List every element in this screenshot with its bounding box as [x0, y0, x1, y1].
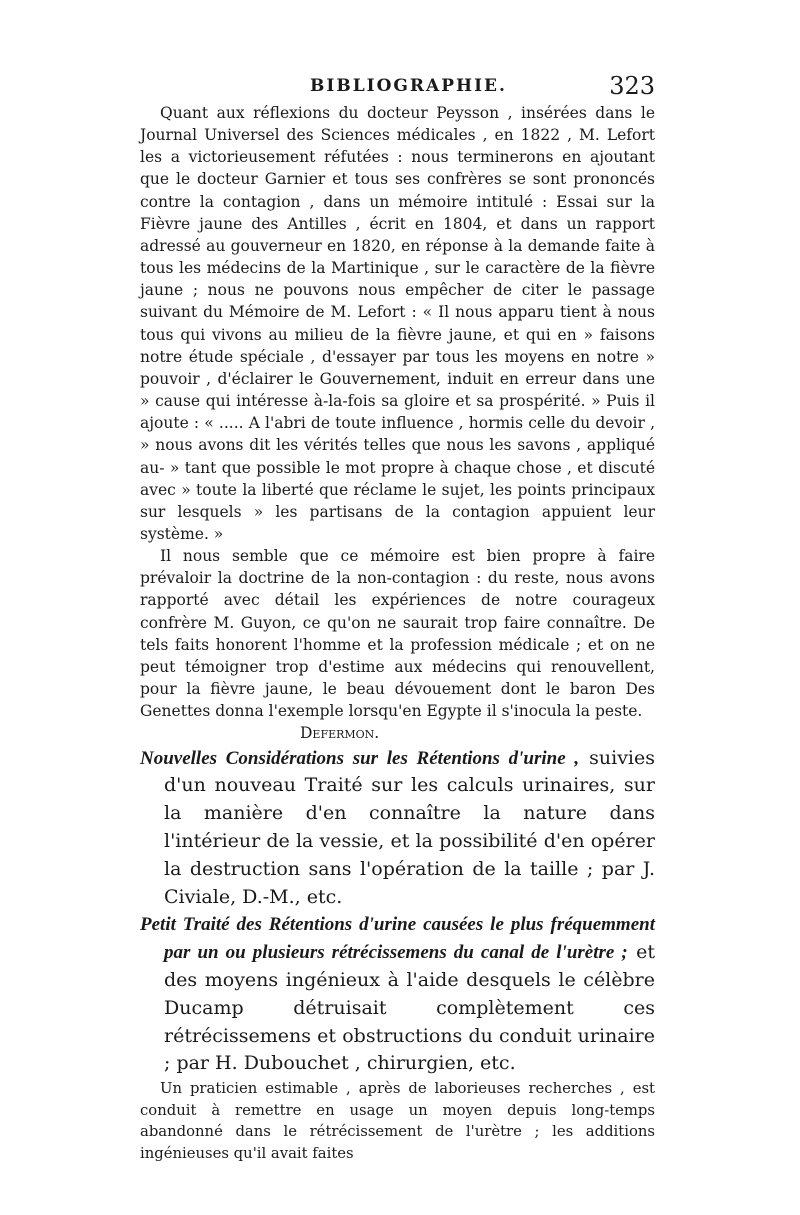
page-header: [140, 72, 655, 102]
paragraph-1: Quant aux réflexions du docteur Peysson , insérées dans le Journal Universel des Sciences médicales , en 1822 , M. Lefort les a victorieusement réfutées : nous terminerons en ajoutant que le docteur Garnier et tous ses confrères se sont prononcés contre la contagion , dans un mémoire intitulé : Essai sur la Fièvre jaune des Antilles , écrit en 1804, et dans un rapport adressé au gouverneur en 1820, en réponse à la demande faite à tous les médecins de la Martinique , sur le caractère de la fièvre jaune ; nous ne pouvons nous empêcher de citer le passage suivant du Mémoire de M. Lefort : « Il nous apparu tient à nous tous qui vivons au milieu de la fièvre jaune, et qui en » faisons notre étude spéciale , d'essayer par tous les moyens en notre » pouvoir , d'éclairer le Gouvernement, induit en erreur dans une » cause qui intéresse à-la-fois sa gloire et sa prospérité. » Puis il ajoute : « ..... A l'abri de toute influence , hormis celle du devoir , » nous avons dit les vérités telles que nous les savons , appliqué au- » tant que possible le mot propre à chaque chose , et discuté avec » toute la liberté que réclame le sujet, les points principaux sur lesquels » les partisans de la contagion appuient leur système. »: [140, 104, 655, 543]
bibliography-entry-1-title: Nouvelles Considérations sur les Rétentions d'urine ,: [140, 747, 580, 769]
bibliography-entry-2-title: Petit Traité des Rétentions d'urine causées le plus fréquemment par un ou plusieurs rétrécissemens du canal de l'urètre ;: [140, 914, 655, 964]
bibliography-entry-2-details: et des moyens ingénieux à l'aide desquels le célèbre Ducamp détruisait complètement ces rétrécissemens et obstructions du conduit urinaire ; par H. Dubouchet , chirurgien, etc.: [164, 941, 656, 1075]
paragraph-2: Il nous semble que ce mémoire est bien propre à faire prévaloir la doctrine de la non-contagion : du reste, nous avons rapporté avec détail les expériences de notre courageux confrère M. Guyon, ce qu'on ne saurait trop faire connaître. De tels faits honorent l'homme et la profession médicale ; et on ne peut témoigner trop d'estime aux médecins qui renouvellent, pour la fièvre jaune, le beau dévouement dont le baron Des Genettes donna l'exemple lorsqu'en Egypte il s'inocula la peste.: [140, 547, 655, 721]
body-text: [140, 102, 655, 1164]
bibliography-entry-1-details: suivies d'un nouveau Traité sur les calculs urinaires, sur la manière d'en connaître la nature dans l'intérieur de la vessie, et la possibilité d'en opérer la destruction sans l'opération de la taille ; par J. Civiale, D.-M., etc.: [164, 746, 655, 908]
running-title: BIBLIOGRAPHIE.: [310, 76, 507, 96]
signature: Defermon.: [300, 724, 380, 743]
bibliography-entry-1: [140, 745, 655, 912]
bibliography-entry-2: [140, 911, 655, 1078]
page-number: 323: [609, 72, 655, 100]
paragraph-3: Un praticien estimable , après de laborieuses recherches , est conduit à remettre en usage un moyen depuis long-temps abandonné dans le rétrécissement de l'urètre ; les additions ingénieuses qu'il avait faites: [140, 1080, 655, 1162]
